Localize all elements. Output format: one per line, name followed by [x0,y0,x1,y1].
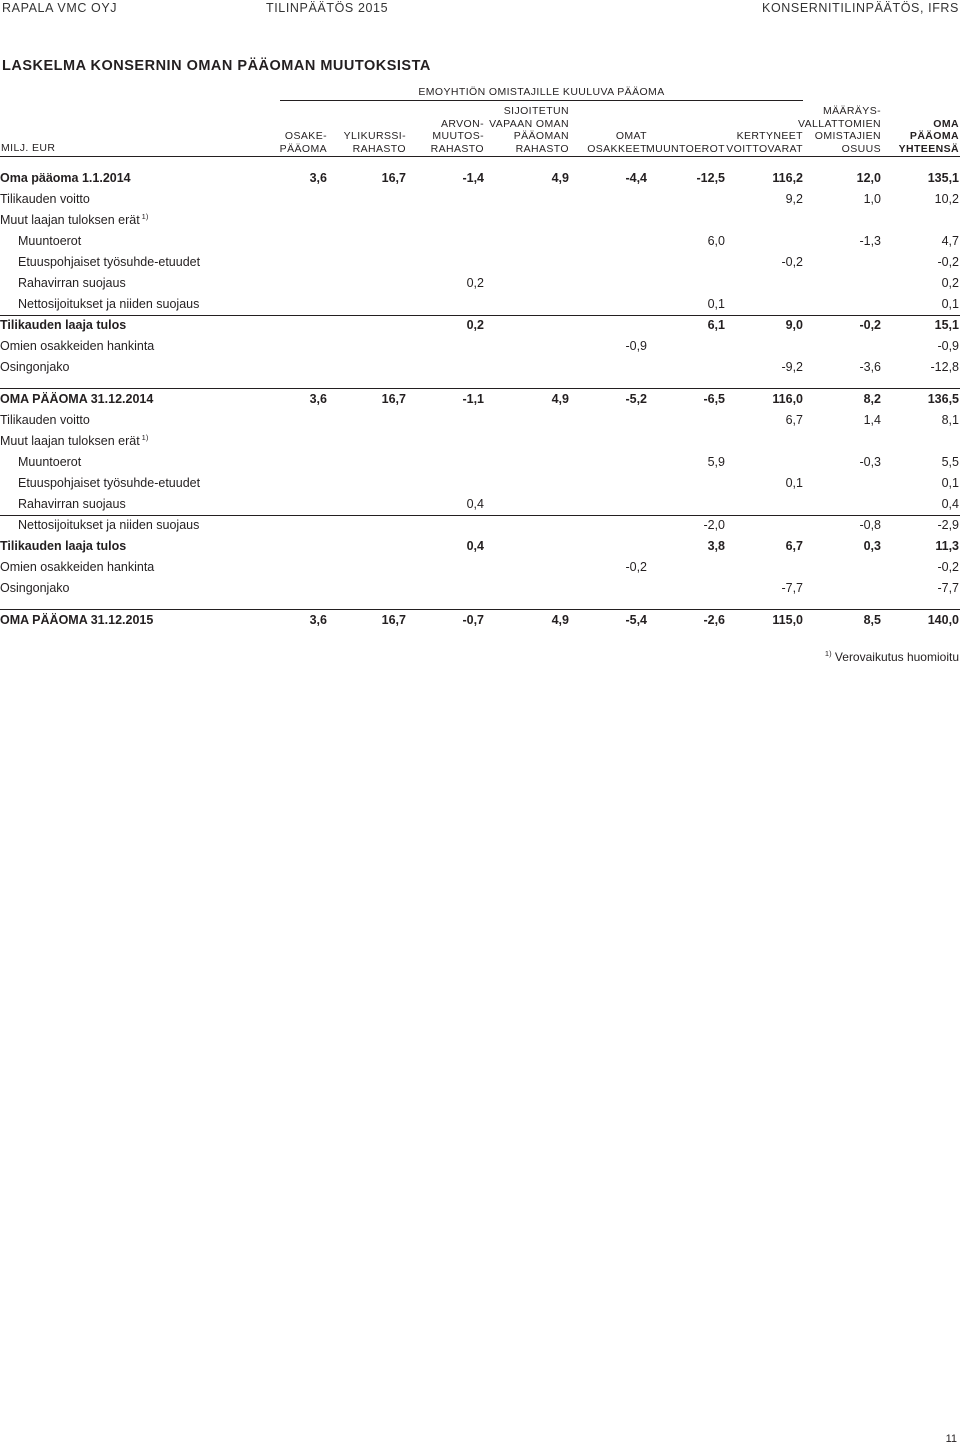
column-header: SIJOITETUN VAPAAN OMAN PÄÄOMAN RAHASTO [489,105,569,155]
table-row [0,189,960,210]
cell-value: 16,7 [381,392,406,406]
row-label: Omien osakkeiden hankinta [0,339,155,353]
table-row [0,388,960,410]
cell-value: 6,0 [707,234,725,248]
row-label: Rahavirran suojaus [18,497,126,511]
table-row [0,315,960,336]
column-header: KERTYNEET VOITTOVARAT [726,130,803,155]
table-row [0,410,960,431]
cell-value: 12,0 [856,171,881,185]
column-header: OMA PÄÄOMA YHTEENSÄ [898,117,959,155]
cell-value: 0,3 [863,539,881,553]
cell-value: 11,3 [935,539,959,553]
cell-value: 3,6 [309,171,327,185]
cell-value: 0,2 [466,318,484,332]
row-label: Muut laajan tuloksen erät $^{1)}$ [0,432,149,448]
cell-value: -5,4 [625,613,647,627]
cell-value: 136,5 [927,392,959,406]
cell-value: -2,6 [703,613,725,627]
row-label: Nettosijoitukset ja niiden suojaus [18,518,200,532]
row-label: Muut laajan tuloksen erät $^{1)}$ [0,211,149,227]
row-label: Muuntoerot [18,234,82,248]
row-label: Tilikauden laaja tulos [0,539,127,553]
row-label: Osingonjako [0,360,70,374]
cell-value: -2,9 [937,518,959,532]
table-row [0,473,960,494]
footnote-ref: 1) [141,432,149,442]
table-row [0,168,960,189]
cell-value: -7,7 [937,581,959,595]
cell-value: 1,0 [863,192,881,206]
cell-value: 4,9 [551,171,569,185]
cell-value: -0,9 [937,339,959,353]
row-label: Muuntoerot [18,455,82,469]
cell-value: -0,2 [937,255,959,269]
cell-value: 0,1 [707,297,725,311]
cell-value: 9,2 [785,192,803,206]
row-label: OMA PÄÄOMA 31.12.2015 [0,613,154,627]
cell-value: 16,7 [381,613,406,627]
cell-value: -1,4 [462,171,484,185]
table-row [0,357,960,378]
column-header: MUUNTOEROT [645,142,725,155]
cell-value: -1,3 [859,234,881,248]
header-divider [0,156,960,157]
table-row [0,252,960,273]
document-title: TILINPÄÄTÖS 2015 [266,1,389,15]
cell-value: -0,8 [859,518,881,532]
cell-value: 8,2 [863,392,881,406]
page-header [0,0,960,16]
row-label: Osingonjako [0,581,70,595]
cell-value: 116,2 [772,171,803,185]
unit-label: MILJ. EUR [1,142,56,154]
row-label: Tilikauden voitto [0,413,90,427]
cell-value: 140,0 [927,613,959,627]
cell-value: 10,2 [934,192,959,206]
cell-value: 0,1 [941,476,959,490]
cell-value: 0,4 [941,497,959,511]
footnote [823,650,959,664]
table-row [0,231,960,252]
cell-value: 0,4 [466,497,484,511]
cell-value: -0,2 [781,255,803,269]
cell-value: 135,1 [927,171,959,185]
cell-value: 0,1 [785,476,803,490]
cell-value: -5,2 [625,392,647,406]
cell-value: 115,0 [772,613,803,627]
cell-value: 116,0 [772,392,803,406]
table-row [0,336,960,357]
row-label: Tilikauden laaja tulos [0,318,127,332]
cell-value: 4,9 [551,392,569,406]
page-title: LASKELMA KONSERNIN OMAN PÄÄOMAN MUUTOKSISTA [2,58,431,74]
table-row [0,536,960,557]
footnote-text: Verovaikutus huomioitu [834,650,959,664]
section-title: KONSERNITILINPÄÄTÖS, IFRS [762,1,959,15]
column-header: ARVON- MUUTOS- RAHASTO [430,117,484,155]
table-row [0,294,960,316]
cell-value: -7,7 [781,581,803,595]
table-row [0,557,960,578]
column-header: MÄÄRÄYS- VALLATTOMIEN OMISTAJIEN OSUUS [798,105,881,155]
cell-value: 0,4 [466,539,484,553]
table-row [0,494,960,516]
table-row [0,431,960,452]
cell-value: 8,1 [941,413,959,427]
cell-value: -3,6 [859,360,881,374]
cell-value: 5,5 [941,455,959,469]
cell-value: 1,4 [863,413,881,427]
cell-value: -12,5 [696,171,725,185]
cell-value: 6,7 [785,539,803,553]
column-header: YLIKURSSI- RAHASTO [343,130,406,155]
cell-value: -0,9 [625,339,647,353]
footnote-mark: 1) [824,649,832,658]
column-header: OSAKE- PÄÄOMA [279,130,327,155]
cell-value: 9,0 [785,318,803,332]
row-label: OMA PÄÄOMA 31.12.2014 [0,392,154,406]
cell-value: 4,9 [551,613,569,627]
row-label: Omien osakkeiden hankinta [0,560,155,574]
cell-value: 5,9 [707,455,725,469]
row-label: Etuuspohjaiset työsuhde-etuudet [18,255,201,269]
cell-value: -12,8 [930,360,959,374]
group-column-header: EMOYHTIÖN OMISTAJILLE KUULUVA PÄÄOMA [280,86,803,101]
row-label: Rahavirran suojaus [18,276,126,290]
column-header: OMAT OSAKKEET [587,130,647,155]
page-number: 11 [945,1433,957,1445]
table-row [0,515,960,536]
cell-value: 15,1 [934,318,959,332]
cell-value: -2,0 [703,518,725,532]
company-name: RAPALA VMC OYJ [2,1,118,15]
table-row [0,452,960,473]
cell-value: -1,1 [462,392,484,406]
cell-value: -9,2 [781,360,803,374]
cell-value: -6,5 [703,392,725,406]
cell-value: -4,4 [625,171,647,185]
cell-value: -0,7 [462,613,484,627]
cell-value: 0,1 [941,297,959,311]
cell-value: -0,2 [937,560,959,574]
cell-value: 16,7 [381,171,406,185]
row-label: Tilikauden voitto [0,192,90,206]
cell-value: 6,1 [707,318,725,332]
table-row [0,210,960,231]
cell-value: 8,5 [863,613,881,627]
table-row [0,578,960,599]
row-label: Etuuspohjaiset työsuhde-etuudet [18,476,201,490]
cell-value: 4,7 [941,234,959,248]
row-label: Oma pääoma 1.1.2014 [0,171,131,185]
cell-value: 3,6 [309,392,327,406]
row-label: Nettosijoitukset ja niiden suojaus [18,297,200,311]
cell-value: 3,8 [707,539,725,553]
cell-value: -0,2 [859,318,881,332]
footnote-ref: 1) [141,211,149,221]
cell-value: 3,6 [309,613,327,627]
cell-value: -0,3 [859,455,881,469]
cell-value: 0,2 [466,276,484,290]
table-row [0,273,960,294]
cell-value: -0,2 [625,560,647,574]
cell-value: 6,7 [785,413,803,427]
cell-value: 0,2 [941,276,959,290]
table-row [0,609,960,631]
